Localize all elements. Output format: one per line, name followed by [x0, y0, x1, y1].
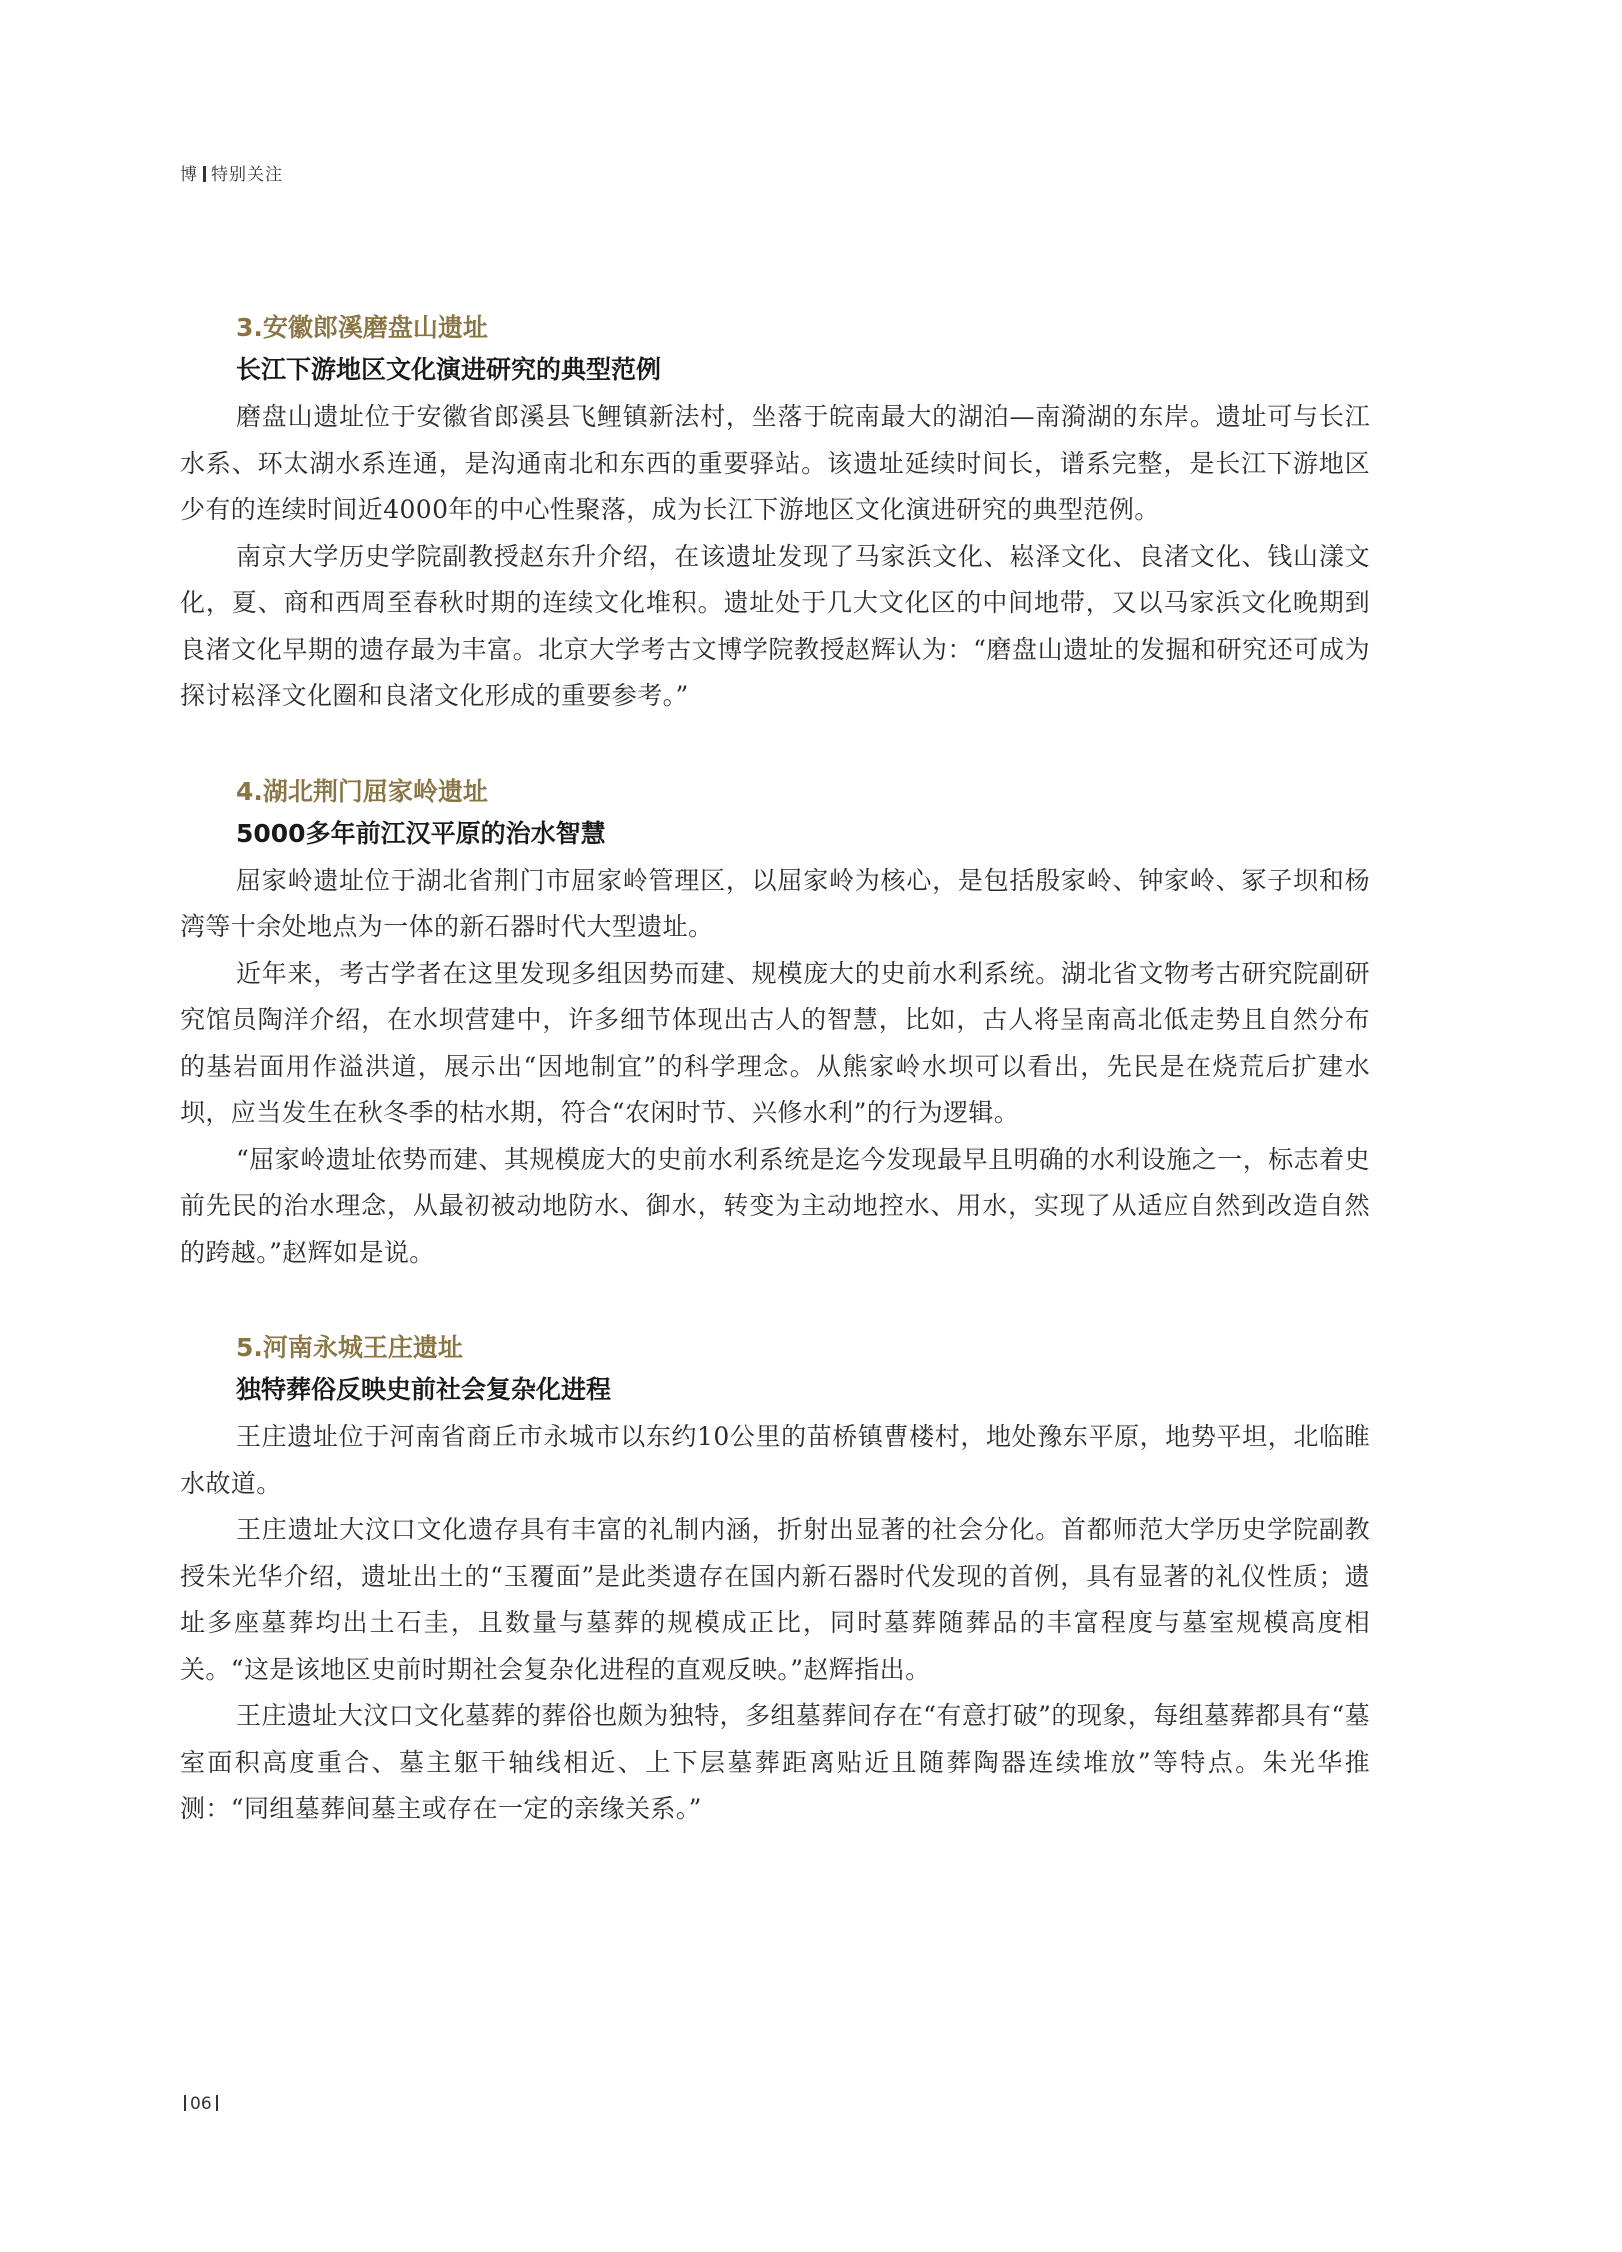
paragraph: 王庄遗址位于河南省商丘市永城市以东约10公里的苗桥镇曹楼村，地处豫东平原，地势平坦，北临睢水故道。 [180, 1422, 1370, 1498]
paragraph: 王庄遗址大汶口文化墓葬的葬俗也颇为独特，多组墓葬间存在“有意打破”的现象，每组墓葬都具有“墓室面积高度重合、墓主躯干轴线相近、上下层墓葬距离贴近且随葬陶器连续堆放”等特点。朱光华推测：“同组墓葬间墓主或存在一定的亲缘关系。” [180, 1701, 1370, 1823]
folio-bar-right [216, 2095, 218, 2111]
section-title: 5.河南永城王庄遗址 [236, 1333, 463, 1362]
paragraph: 南京大学历史学院副教授赵东升介绍，在该遗址发现了马家浜文化、崧泽文化、良渚文化、钱山漾文化，夏、商和西周至春秋时期的连续文化堆积。遗址处于几大文化区的中间地带，又以马家浜文化晚期到良渚文化早期的遗存最为丰富。北京大学考古文博学院教授赵辉认为：“磨盘山遗址的发掘和研究还可成为探讨崧泽文化圈和良渚文化形成的重要参考。” [180, 541, 1370, 710]
section-subtitle: 独特葬俗反映史前社会复杂化进程 [236, 1375, 612, 1404]
section-moupanshan [180, 308, 1370, 720]
folio-bar-left [184, 2095, 186, 2111]
page-number-text: 06 [190, 2094, 212, 2114]
paragraph: 近年来，考古学者在这里发现多组因势而建、规模庞大的史前水利系统。湖北省文物考古研究院副研究馆员陶洋介绍，在水坝营建中，许多细节体现出古人的智慧，比如，古人将呈南高北低走势且自然分布的基岩面用作溢洪道，展示出“因地制宜”的科学理念。从熊家岭水坝可以看出，先民是在烧荒后扩建水坝，应当发生在秋冬季的枯水期，符合“农闲时节、兴修水利”的行为逻辑。 [180, 958, 1370, 1127]
running-head-divider [203, 166, 206, 182]
section-wangzhuang [180, 1328, 1370, 1833]
section-title: 3.安徽郎溪磨盘山遗址 [236, 313, 488, 342]
page-number [180, 2094, 222, 2114]
running-head [180, 160, 283, 185]
paragraph: 屈家岭遗址位于湖北省荆门市屈家岭管理区，以屈家岭为核心，是包括殷家岭、钟家岭、冢子坝和杨湾等十余处地点为一体的新石器时代大型遗址。 [180, 865, 1370, 941]
paragraph: 磨盘山遗址位于安徽省郎溪县飞鲤镇新法村，坐落于皖南最大的湖泊—南漪湖的东岸。遗址可与长江水系、环太湖水系连通，是沟通南北和东西的重要驿站。该遗址延续时间长，谱系完整，是长江下游地区少有的连续时间近4000年的中心性聚落，成为长江下游地区文化演进研究的典型范例。 [180, 402, 1370, 524]
section-subtitle: 5000多年前江汉平原的治水智慧 [236, 818, 606, 848]
section-qujialing [180, 772, 1370, 1277]
paragraph: 王庄遗址大汶口文化遗存具有丰富的礼制内涵，折射出显著的社会分化。首都师范大学历史学院副教授朱光华介绍，遗址出土的“玉覆面”是此类遗存在国内新石器时代发现的首例，具有显著的礼仪性质；遗址多座墓葬均出土石圭，且数量与墓葬的规模成正比，同时墓葬随葬品的丰富程度与墓室规模高度相关。“这是该地区史前时期社会复杂化进程的直观反映。”赵辉指出。 [180, 1515, 1370, 1684]
running-head-logo: 博 [180, 165, 198, 185]
section-title: 4.湖北荆门屈家岭遗址 [236, 776, 488, 806]
article-body [180, 308, 1370, 1833]
running-head-column: 特别关注 [211, 165, 283, 185]
paragraph: “屈家岭遗址依势而建、其规模庞大的史前水利系统是迄今发现最早且明确的水利设施之一，标志着史前先民的治水理念，从最初被动地防水、御水，转变为主动地控水、用水，实现了从适应自然到改造自然的跨越。”赵辉如是说。 [180, 1144, 1370, 1267]
section-subtitle: 长江下游地区文化演进研究的典型范例 [236, 355, 662, 384]
